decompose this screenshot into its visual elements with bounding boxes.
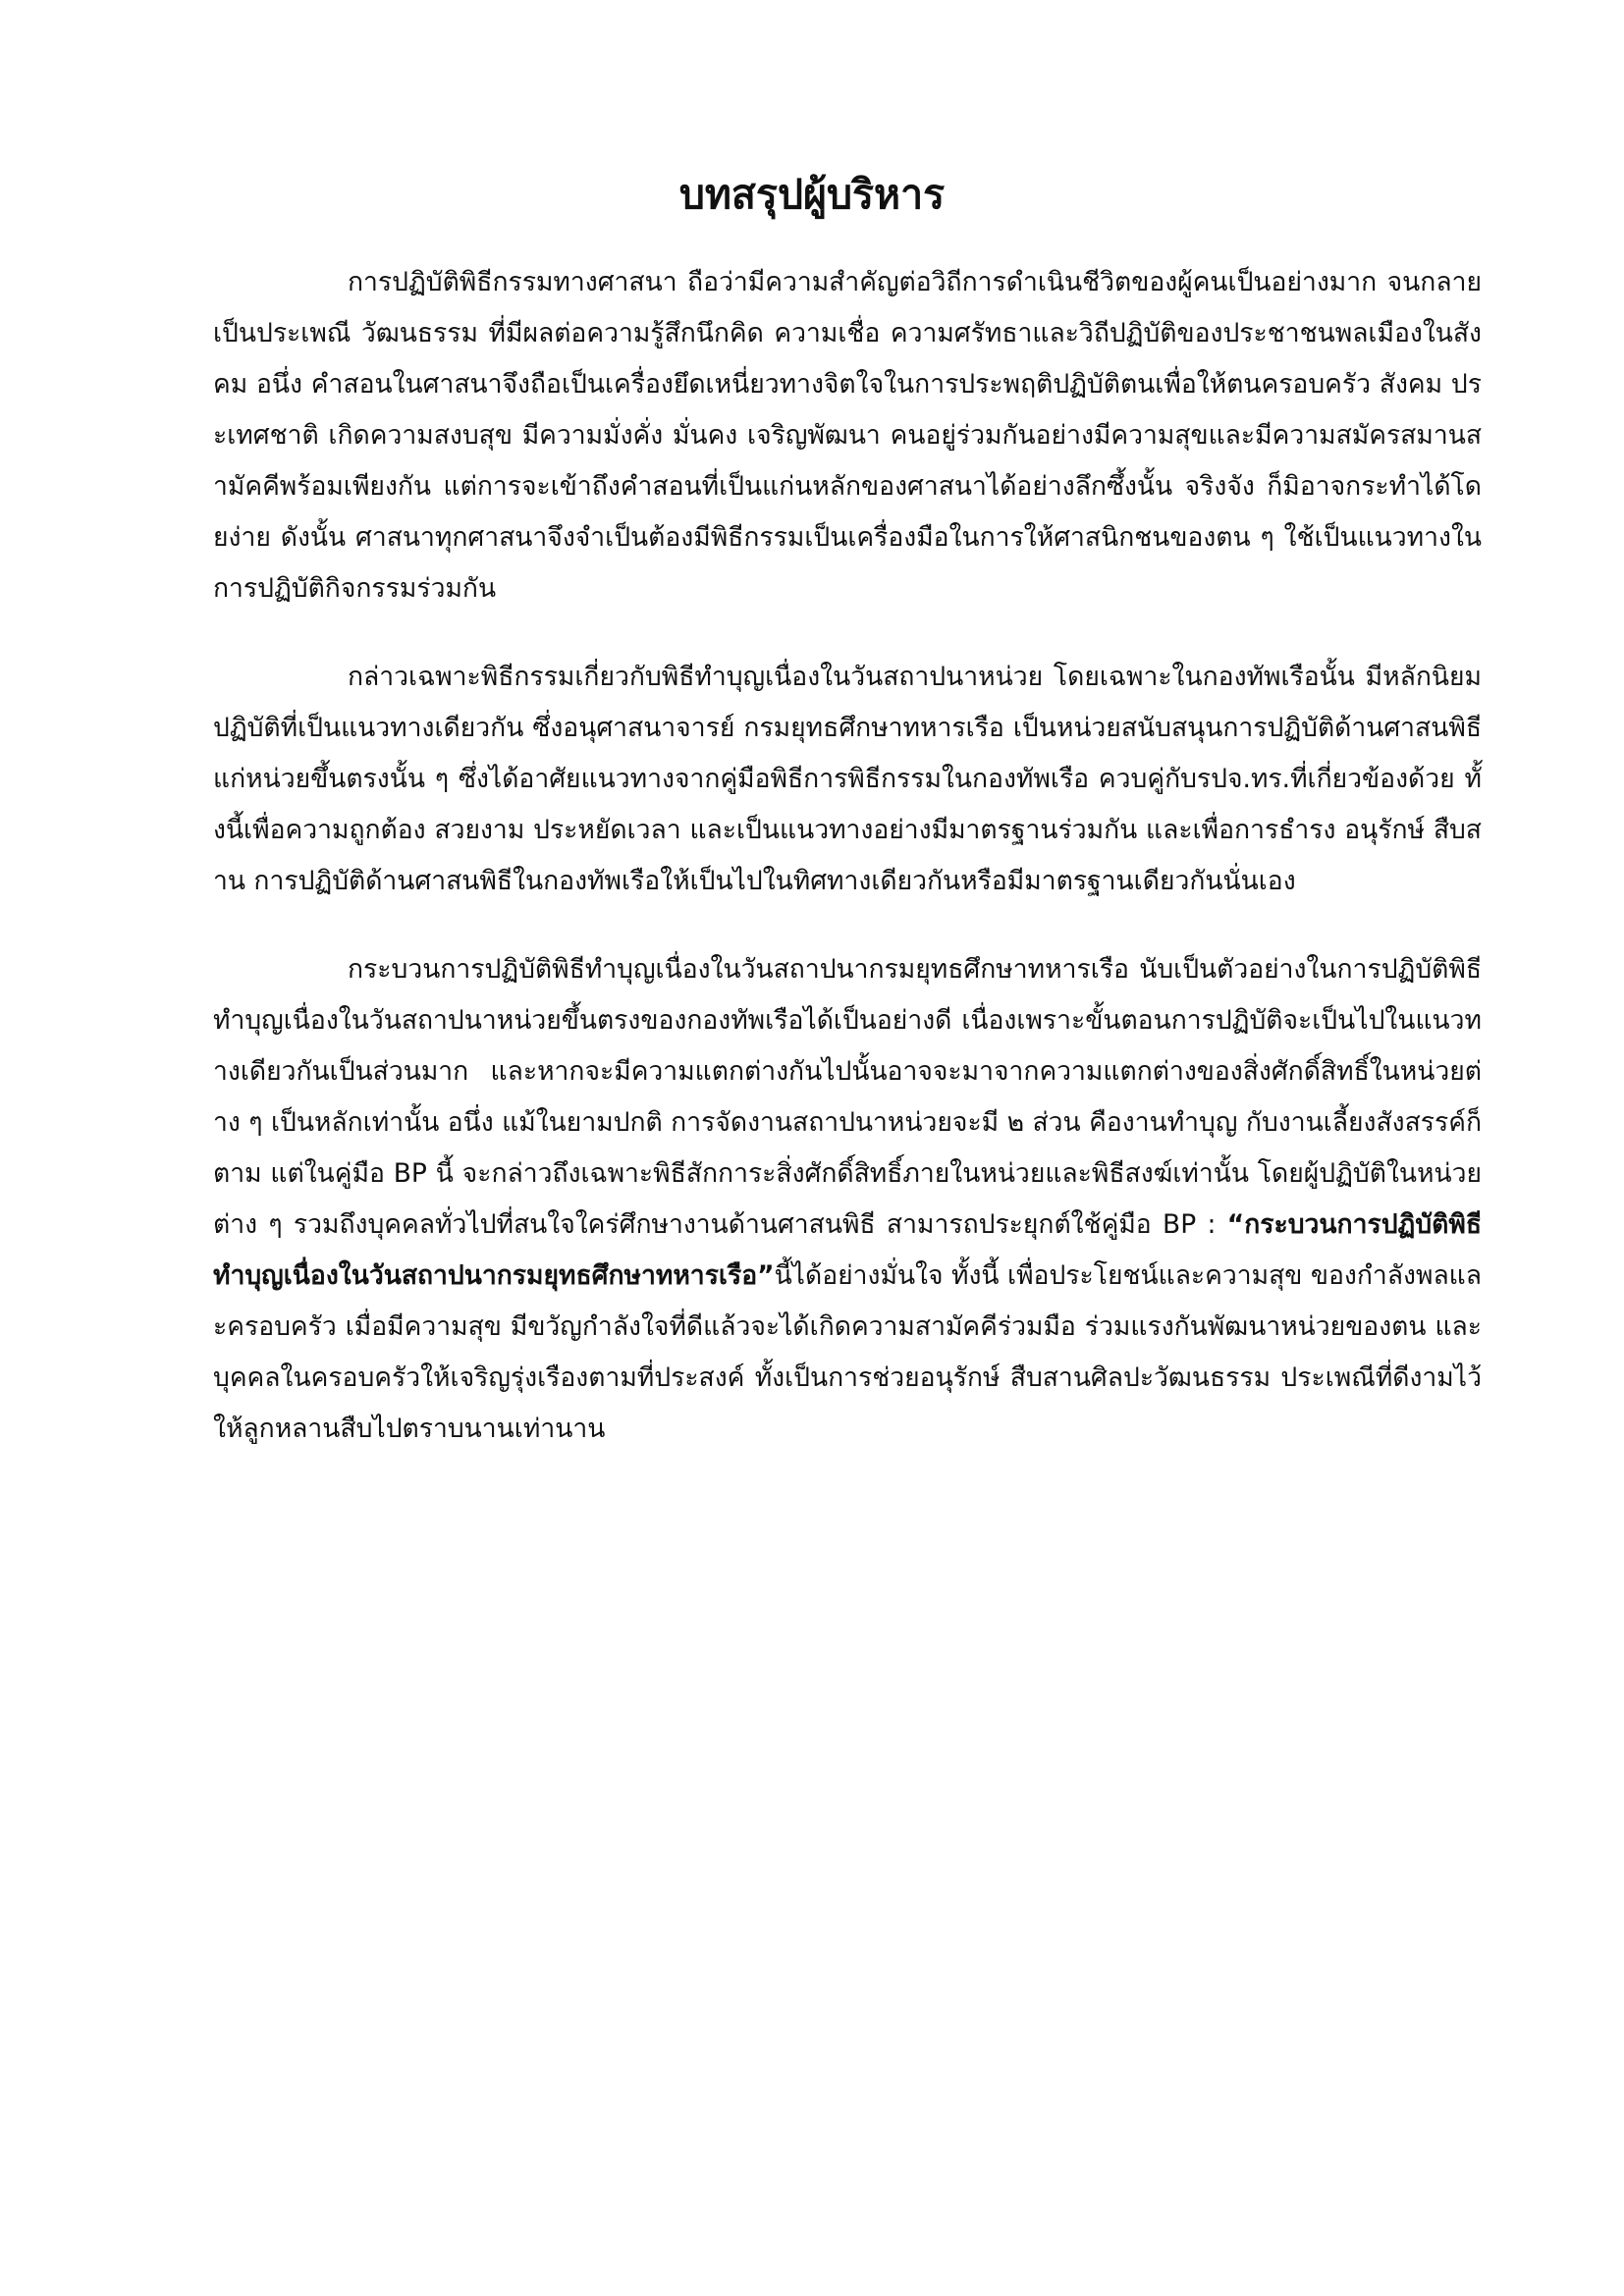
paragraph-1: การปฏิบัติพิธีกรรมทางศาสนา ถือว่ามีความสำคัญต่อวิถีการดำเนินชีวิตของผู้คนเป็นอย่างมาก จนกลายเป็นประเพณี วัฒนธรรม ที่มีผลต่อความรู้สึกนึกคิด ความเชื่อ ความศรัทธาและวิถีปฏิบัติของประชาชนพลเมืองในสังคม อนึ่ง คำสอนในศาสนาจึงถือเป็นเครื่องยึดเหนี่ยวทางจิตใจในการประพฤติปฏิบัติตนเพื่อให้ตนครอบครัว สังคม ประเทศชาติ เกิดความสงบสุข มีความมั่งคั่ง มั่นคง เจริญพัฒนา คนอยู่ร่วมกันอย่างมีความสุขและมีความสมัครสมานสามัคคีพร้อมเพียงกัน แต่การจะเข้าถึงคำสอนที่เป็นแก่นหลักของศาสนาได้อย่างลึกซึ้งนั้น จริงจัง ก็มิอาจกระทำได้โดยง่าย ดังนั้น ศาสนาทุกศาสนาจึงจำเป็นต้องมีพิธีกรรมเป็นเครื่องมือในการให้ศาสนิกชนของตน ๆ ใช้เป็นแนวทางในการปฏิบัติกิจกรรมร่วมกัน bbox=[213, 267, 1482, 604]
paragraph-3-trailing-text: นี้ได้อย่างมั่นใจ ทั้งนี้ เพื่อประโยชน์และความสุข ของกำลังพลและครอบครัว เมื่อมีความสุข มีขวัญกำลังใจที่ดีแล้วจะได้เกิดความสามัคคีร่วมมือ ร่วมแรงกันพัฒนาหน่วยของตน และบุคคลในครอบครัวให้เจริญรุ่งเรืองตามที่ประสงค์ ทั้งเป็นการช่วยอนุรักษ์ สืบสานศิลปะวัฒนธรรม ประเพณีที่ดีงามไว้ให้ลูกหลานสืบไปตราบนานเท่านาน bbox=[213, 1260, 1482, 1444]
paragraph-2: กล่าวเฉพาะพิธีกรรมเกี่ยวกับพิธีทำบุญเนื่องในวันสถาปนาหน่วย โดยเฉพาะในกองทัพเรือนั้น มีหลักนิยมปฏิบัติที่เป็นแนวทางเดียวกัน ซึ่งอนุศาสนาจารย์ กรมยุทธศึกษาทหารเรือ เป็นหน่วยสนับสนุนการปฏิบัติด้านศาสนพิธี แก่หน่วยขึ้นตรงนั้น ๆ ซึ่งได้อาศัยแนวทางจากคู่มือพิธีการพิธีกรรมในกองทัพเรือ ควบคู่กับรปจ.ทร.ที่เกี่ยวข้องด้วย ทั้งนี้เพื่อความถูกต้อง สวยงาม ประหยัดเวลา และเป็นแนวทางอย่างมีมาตรฐานร่วมกัน และเพื่อการธำรง อนุรักษ์ สืบสาน การปฏิบัติด้านศาสนพิธีในกองทัพเรือให้เป็นไปในทิศทางเดียวกันหรือมีมาตรฐานเดียวกันนั่นเอง bbox=[213, 662, 1482, 896]
page-title: บทสรุปผู้บริหาร bbox=[678, 171, 946, 218]
paragraph-3 bbox=[213, 944, 1482, 1455]
handbook-title-emphasis: “กระบวนการปฏิบัติพิธีทำบุญเนื่องในวันสถาปนากรมยุทธศึกษาทหารเรือ” bbox=[213, 1209, 1482, 1291]
paragraph-3-lead-text: กระบวนการปฏิบัติพิธีทำบุญเนื่องในวันสถาปนากรมยุทธศึกษาทหารเรือ นับเป็นตัวอย่างในการปฏิบัติพิธีทำบุญเนื่องในวันสถาปนาหน่วยขึ้นตรงของกองทัพเรือได้เป็นอย่างดี เนื่องเพราะขั้นตอนการปฏิบัติจะเป็นไปในแนวทางเดียวกันเป็นส่วนมาก และหากจะมีความแตกต่างกันไปนั้นอาจจะมาจากความแตกต่างของสิ่งศักดิ์สิทธิ์ในหน่วยต่าง ๆ เป็นหลักเท่านั้น อนึ่ง แม้ในยามปกติ การจัดงานสถาปนาหน่วยจะมี ๒ ส่วน คืองานทำบุญ กับงานเลี้ยงสังสรรค์ก็ตาม แต่ในคู่มือ BP นี้ จะกล่าวถึงเฉพาะพิธีสักการะสิ่งศักดิ์สิทธิ์ภายในหน่วยและพิธีสงฆ์เท่านั้น โดยผู้ปฏิบัติในหน่วยต่าง ๆ รวมถึงบุคคลทั่วไปที่สนใจใคร่ศึกษางานด้านศาสนพิธี สามารถประยุกต์ใช้คู่มือ BP : bbox=[213, 954, 1482, 1240]
document-body bbox=[213, 257, 1482, 1492]
